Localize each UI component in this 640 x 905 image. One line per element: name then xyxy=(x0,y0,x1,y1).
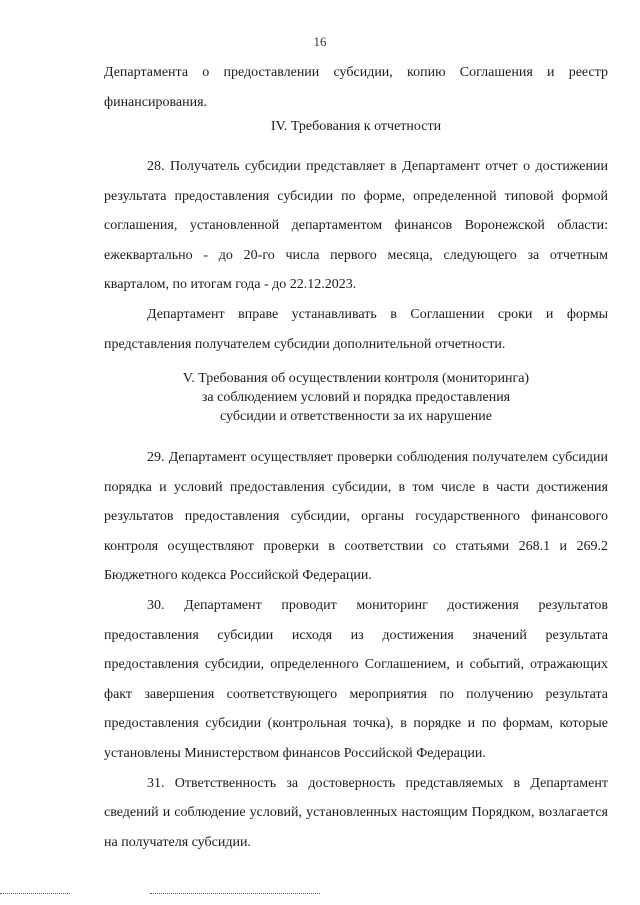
paragraph-30: 30. Департамент проводит мониторинг достижения результатов предоставления субсидии исходя из достижения значений результата предоставления субсидии, определенного Соглашением, и событий, отражающих факт завершения соответствующего мероприятия по получению результата предоставления субсидии (контрольная точка), в порядке и по формам, которые установлены Министерством финансов Российской Федерации. xyxy=(104,597,608,761)
section-5-heading-line-1: V. Требования об осуществлении контроля (мониторинга) xyxy=(182,371,530,386)
section-5-heading-line-3: субсидии и ответственности за их нарушение xyxy=(220,409,492,424)
paragraph-31: 31. Ответственность за достоверность представляемых в Департамент сведений и соблюдение условий, установленных настоящим Порядком, возлагается на получателя субсидии. xyxy=(104,775,608,850)
section-5-body xyxy=(104,443,608,857)
intro-text: Департамента о предоставлении субсидии, копию Соглашения и реестр финансирования. xyxy=(104,65,608,110)
paragraph-28-continuation: Департамент вправе устанавливать в Соглашении сроки и формы представления получателем субсидии дополнительной отчетности. xyxy=(104,306,608,352)
paragraph-28: 28. Получатель субсидии представляет в Департамент отчет о достижении результата предоставления субсидии по форме, определенной типовой формой соглашения, установленной департаментом финансов Воронежской области: ежеквартально - до 20-го числа первого месяца, следующего за отчетным кварталом, по итогам года - до 22.12.2023. xyxy=(104,159,608,293)
footer-rule-middle xyxy=(150,893,320,894)
section-5-heading xyxy=(104,369,608,426)
paragraph-29: 29. Департамент осуществляет проверки соблюдения получателем субсидии порядка и условий предоставления субсидии, в том числе в части достижения результатов предоставления субсидии, органы государственного финансового контроля осуществляют проверки в соответствии со статьями 268.1 и 269.2 Бюджетного кодекса Российской Федерации. xyxy=(104,450,608,584)
section-4-body xyxy=(104,152,608,359)
section-4 xyxy=(104,112,608,142)
section-4-heading: IV. Требования к отчетности xyxy=(270,119,442,134)
footer-rule-left xyxy=(0,893,70,894)
page-number: 16 xyxy=(313,34,327,49)
intro-paragraph xyxy=(104,58,608,117)
section-5-heading-line-2: за соблюдением условий и порядка предоставления xyxy=(201,390,511,405)
